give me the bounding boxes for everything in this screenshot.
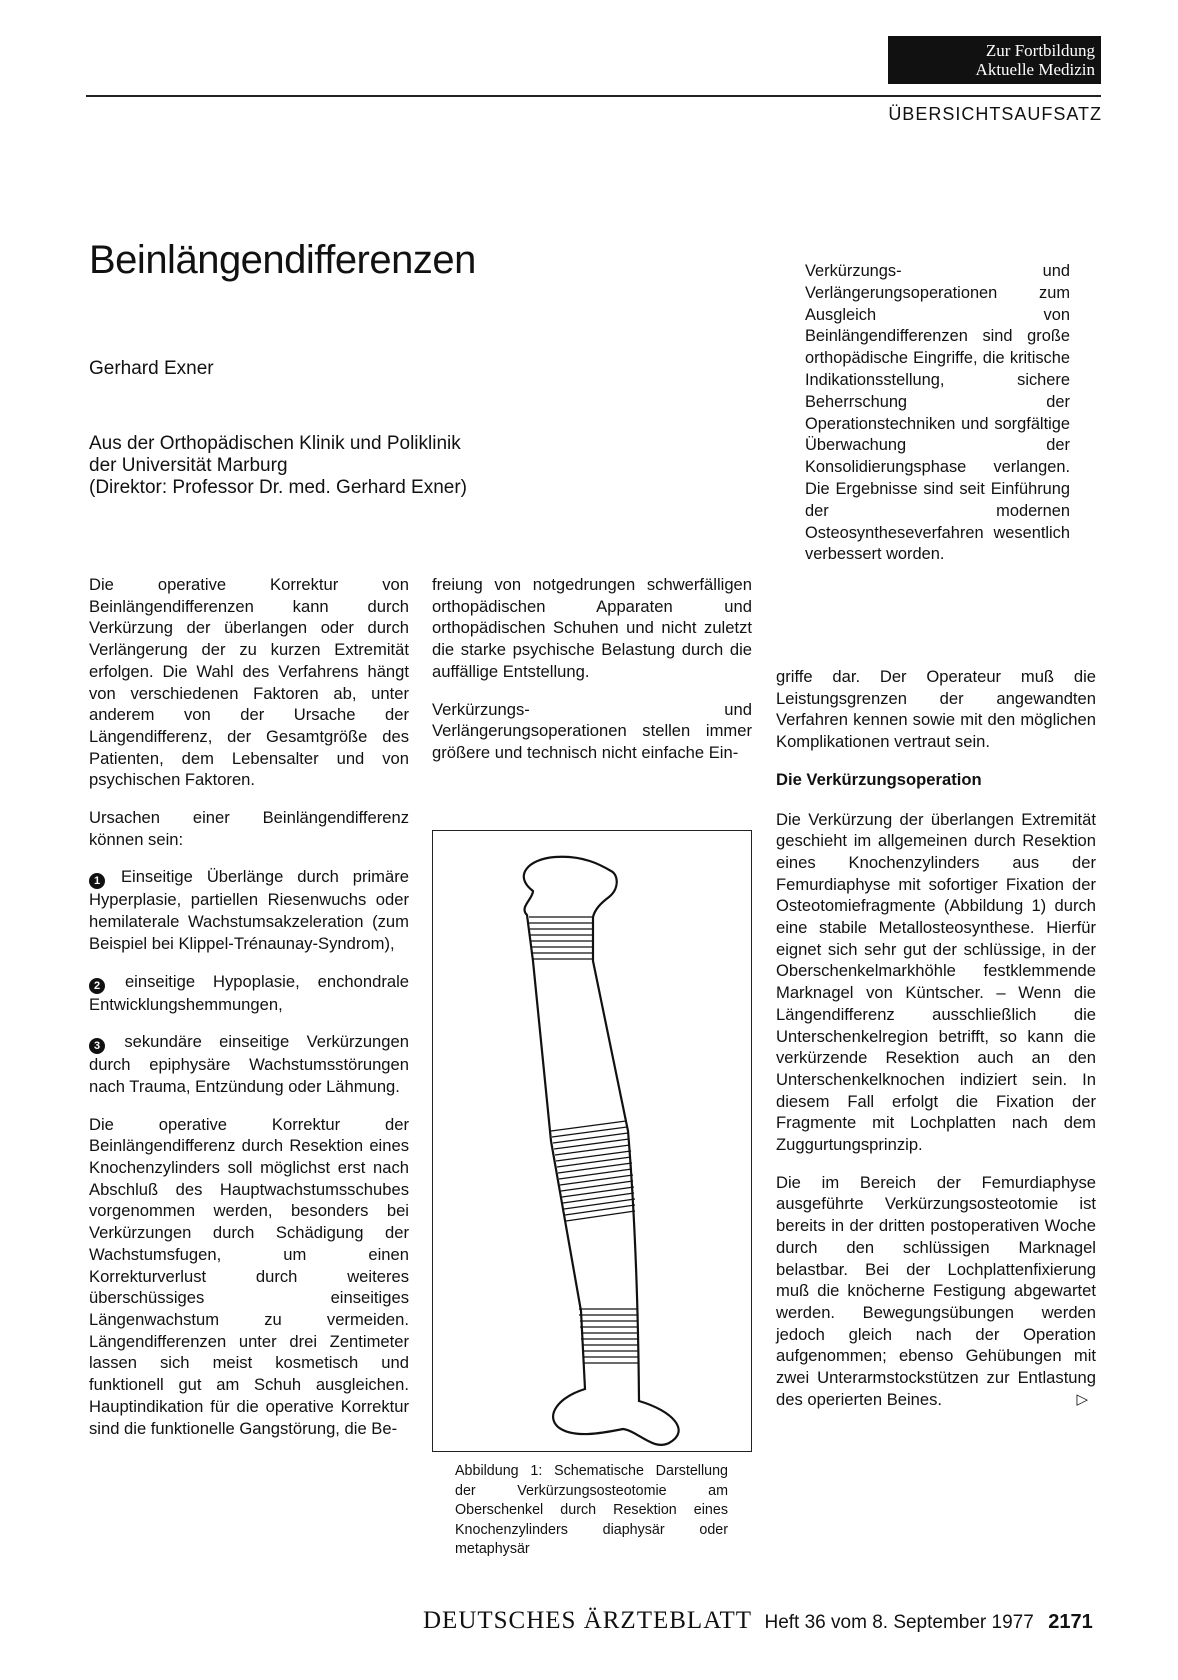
affiliation-line: der Universität Marburg [89, 455, 288, 476]
list-item [89, 1031, 409, 1097]
issue-info: Heft 36 vom 8. September 1977 [764, 1612, 1034, 1633]
article-title: Beinlängendifferenzen [89, 238, 476, 282]
figure-caption: Abbildung 1: Schematische Darstellung der Verkürzungsosteotomie am Oberschenkel durch Resektion eines Knochenzylinders diaphysär oder metaphysär [455, 1463, 728, 1558]
paragraph: Ursachen einer Beinlängendifferenz können sein: [89, 808, 409, 849]
paragraph: Verkürzungs- und Verlängerungsoperationen stellen immer größere und technisch nicht einfache Ein- [432, 699, 752, 762]
paragraph: Die Verkürzung der überlangen Extremität geschieht im allgemeinen durch Resektion eines Knochenzylinders aus der Femurdiaphyse mit sofortiger Fixation der Osteotomiefragmente (Abbildung 1) durch eine stabile Metallosteosynthese. Hierfür eignet sich sehr gut der schlüssige, in der Oberschenkelmarkhöhle festklemmende Marknagel von Küntscher. – Wenn die Längendifferenz ausschließlich die Unterschenkelregion betrifft, so kann die verkürzende Resektion auch an den Unterschenkelknochen indiziert sein. In diesem Fall erfolgt die Fixation der Fragmente mit Lochplatten nach dem Zuggurtungsprinzip. [776, 809, 1096, 1155]
page-footer [423, 1607, 1093, 1635]
article-author: Gerhard Exner [89, 358, 214, 379]
text-column-1 [89, 574, 409, 1455]
affiliation-line: (Direktor: Professor Dr. med. Gerhard Exner) [89, 477, 467, 498]
page-number: 2171 [1048, 1611, 1093, 1633]
paragraph [776, 1172, 1096, 1411]
number-bullet-icon: 2 [89, 978, 105, 994]
article-abstract: Verkürzungs- und Verlängerungsoperationen zum Ausgleich von Beinlängendifferenzen sind große orthopädische Eingriffe, die kritische Indikationsstellung, sichere Beherrschung der Operationstechniken und sorgfältige Überwachung der Konsolidierungsphase verlangen. Die Ergebnisse sind seit Einführung der modernen Osteosyntheseverfahren wesentlich verbessert worden. [805, 262, 1070, 564]
paragraph: freiung von notgedrungen schwerfälligen orthopädischen Apparaten und orthopädischen Schuhen und nicht zuletzt die starke psychische Belastung durch die auffällige Entstellung. [432, 575, 752, 681]
category-badge [888, 36, 1101, 84]
list-item-text: Einseitige Überlänge durch primäre Hyperplasie, partiellen Riesenwuchs oder hemilaterale Wachstumsakzeleration (zum Beispiel bei Klippel-Trénaunay-Syndrom), [89, 867, 409, 953]
paragraph: griffe dar. Der Operateur muß die Leistungsgrenzen der angewandten Verfahren kennen sowie mit den möglichen Komplikationen vertraut sein. [776, 667, 1096, 752]
text-column-2 [432, 574, 752, 780]
badge-line-1: Zur Fortbildung [985, 41, 1095, 60]
list-item-text: einseitige Hypoplasie, enchondrale Entwicklungshemmungen, [89, 971, 409, 1014]
list-item [89, 866, 409, 954]
paragraph: Die operative Korrektur der Beinlängendifferenz durch Resektion eines Knochenzylinders soll möglichst erst nach Abschluß des Hauptwachstumsschubes vorgenommen werden, besonders bei Verkürzungen durch Schädigung der Wachstumsfugen, um einen Korrekturverlust durch weiteres überschüssiges einseitiges Längenwachstum zu vermeiden. Längendifferenzen unter drei Zentimeter lassen sich meist kosmetisch und funktionell gut am Schuh ausgleichen. Hauptindikation für die operative Korrektur sind die funktionelle Gangstörung, die Be- [89, 1114, 409, 1438]
number-bullet-icon: 1 [89, 873, 105, 889]
author-affiliation [89, 433, 467, 499]
journal-name: DEUTSCHES ÄRZTEBLATT [423, 1607, 753, 1634]
header-rule [86, 95, 1101, 97]
number-bullet-icon: 3 [89, 1038, 105, 1054]
list-item [89, 971, 409, 1016]
text-column-3 [776, 666, 1096, 1427]
paragraph: Die operative Korrektur von Beinlängendifferenzen kann durch Verkürzung der überlangen oder durch Verlängerung der zu kurzen Extremität erfolgen. Die Wahl des Verfahrens hängt von verschiedenen Faktoren ab, unter anderem von der Ursache der Längendifferenz, der Gesamtgröße des Patienten, dem Lebensalter und von psychischen Faktoren. [89, 575, 409, 790]
paragraph-text: Die im Bereich der Femurdiaphyse ausgeführte Verkürzungsosteotomie ist bereits in der dritten postoperativen Woche durch den schlüssigen Marknagel belastbar. Bei der Lochplattenfixierung muß die knöcherne Festigung abgewartet werden. Bewegungsübungen werden jedoch gleich nach der Operation aufgenommen; ebenso Gehübungen mit zwei Unterarmstockstützen zur Entlastung des operierten Beines. [776, 1172, 1096, 1409]
figure-femur [432, 830, 752, 1452]
femur-diagram-icon [433, 831, 750, 1450]
list-item-text: sekundäre einseitige Verkürzungen durch epiphysäre Wachstumsstörungen nach Trauma, Entzündung oder Lähmung. [89, 1032, 409, 1096]
section-label: ÜBERSICHTSAUFSATZ [888, 104, 1102, 124]
badge-line-2: Aktuelle Medizin [975, 60, 1095, 79]
continue-arrow-icon: ▷ [1076, 1390, 1088, 1408]
affiliation-line: Aus der Orthopädischen Klinik und Poliklinik [89, 433, 461, 454]
section-heading: Die Verkürzungsoperation [776, 769, 982, 789]
